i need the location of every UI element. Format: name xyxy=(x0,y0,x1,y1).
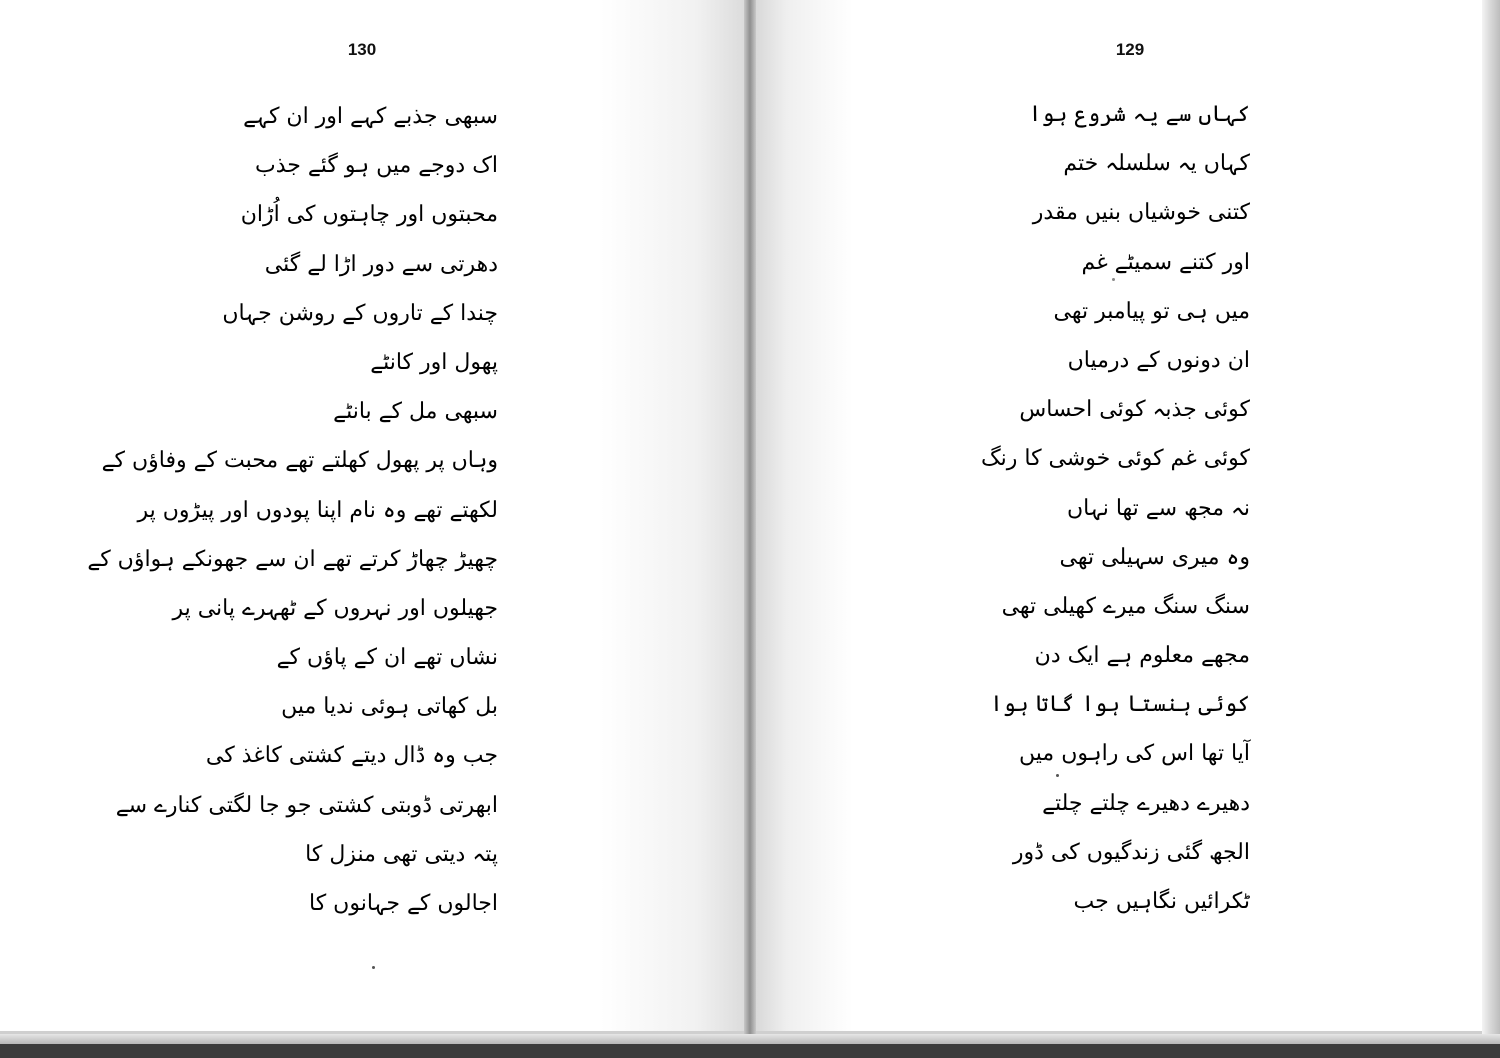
poem-line: وہاں پر پھول کھلتے تھے محبت کے وفاؤں کے xyxy=(101,448,498,474)
poem-line: ابھرتی ڈوبتی کشتی جو جا لگتی کنارے سے xyxy=(115,792,498,818)
poem-line: کوئی ہنستا ہوا گاتا ہوا xyxy=(989,692,1250,718)
poem-line: کوئی غم کوئی خوشی کا رنگ xyxy=(980,446,1250,472)
poem-line: اور کتنے سمیٹے غم xyxy=(1081,249,1250,275)
poem-line: لکھتے تھے وہ نام اپنا پودوں اور پیڑوں پر xyxy=(137,497,498,523)
poem-line: میں ہی تو پیامبر تھی xyxy=(1053,298,1250,324)
poem-line: کتنی خوشیاں بنیں مقدر xyxy=(1032,200,1250,226)
page-number-left: 130 xyxy=(347,40,377,59)
poem-line: جب وہ ڈال دیتے کشتی کاغذ کی xyxy=(205,743,498,769)
poem-line: کہاں یہ سلسلہ ختم xyxy=(1063,151,1250,177)
poem-line: پھول اور کانٹے xyxy=(370,349,498,375)
page-number-right: 129 xyxy=(1115,40,1145,59)
poem-line: جھیلوں اور نہروں کے ٹھہرے پانی پر xyxy=(172,595,498,621)
paper-speck xyxy=(1056,774,1059,777)
poem-line: پتہ دیتی تھی منزل کا xyxy=(305,841,498,867)
poem-line: آیا تھا اس کی راہوں میں xyxy=(1019,741,1250,767)
poem-line: الجھ گئی زندگیوں کی ڈور xyxy=(1012,839,1250,865)
poem-line: اک دوجے میں ہو گئے جذب xyxy=(255,153,498,179)
poem-line: اجالوں کے جہانوں کا xyxy=(309,891,498,916)
poem-line: کوئی جذبہ کوئی احساس xyxy=(1019,397,1250,423)
page-edge-right xyxy=(1482,0,1500,1040)
paper-speck xyxy=(1112,278,1115,281)
poem-line: ٹکرائیں نگاہیں جب xyxy=(1073,889,1250,914)
poem-line: چھیڑ چھاڑ کرتے تھے ان سے جھونکے ہواؤں کے xyxy=(87,546,498,572)
poem-line: نہ مجھ سے تھا نہاں xyxy=(1066,495,1250,521)
left-page xyxy=(0,0,750,1034)
poem-line: بل کھاتی ہوئی ندیا میں xyxy=(281,694,498,720)
poem-right xyxy=(830,90,1250,926)
poem-line: دھرتی سے دور اڑا لے گئی xyxy=(264,251,498,277)
book-spine xyxy=(744,0,756,1036)
page-edge-bottom xyxy=(0,1034,1500,1044)
paper-speck xyxy=(372,966,375,969)
right-page xyxy=(750,0,1482,1034)
poem-line: مجھے معلوم ہے ایک دن xyxy=(1034,643,1250,669)
poem-line: محبتوں اور چاہتوں کی اُڑان xyxy=(240,202,498,228)
poem-line: وہ میری سہیلی تھی xyxy=(1059,544,1250,570)
poem-line: سنگ سنگ میرے کھیلی تھی xyxy=(1001,593,1250,619)
poem-line: سبھی مل کے بانٹے xyxy=(333,399,498,425)
poem-line: چندا کے تاروں کے روشن جہاں xyxy=(222,300,498,326)
poem-left xyxy=(78,92,498,928)
poem-line: دھیرے دھیرے چلتے چلتے xyxy=(1042,790,1250,816)
poem-line: ان دونوں کے درمیاں xyxy=(1067,347,1250,373)
poem-line: کہاں سے یہ شروع ہوا xyxy=(1028,102,1250,127)
poem-line: نشاں تھے ان کے پاؤں کے xyxy=(276,645,498,671)
poem-line: سبھی جذبے کہے اور ان کہے xyxy=(243,104,498,129)
